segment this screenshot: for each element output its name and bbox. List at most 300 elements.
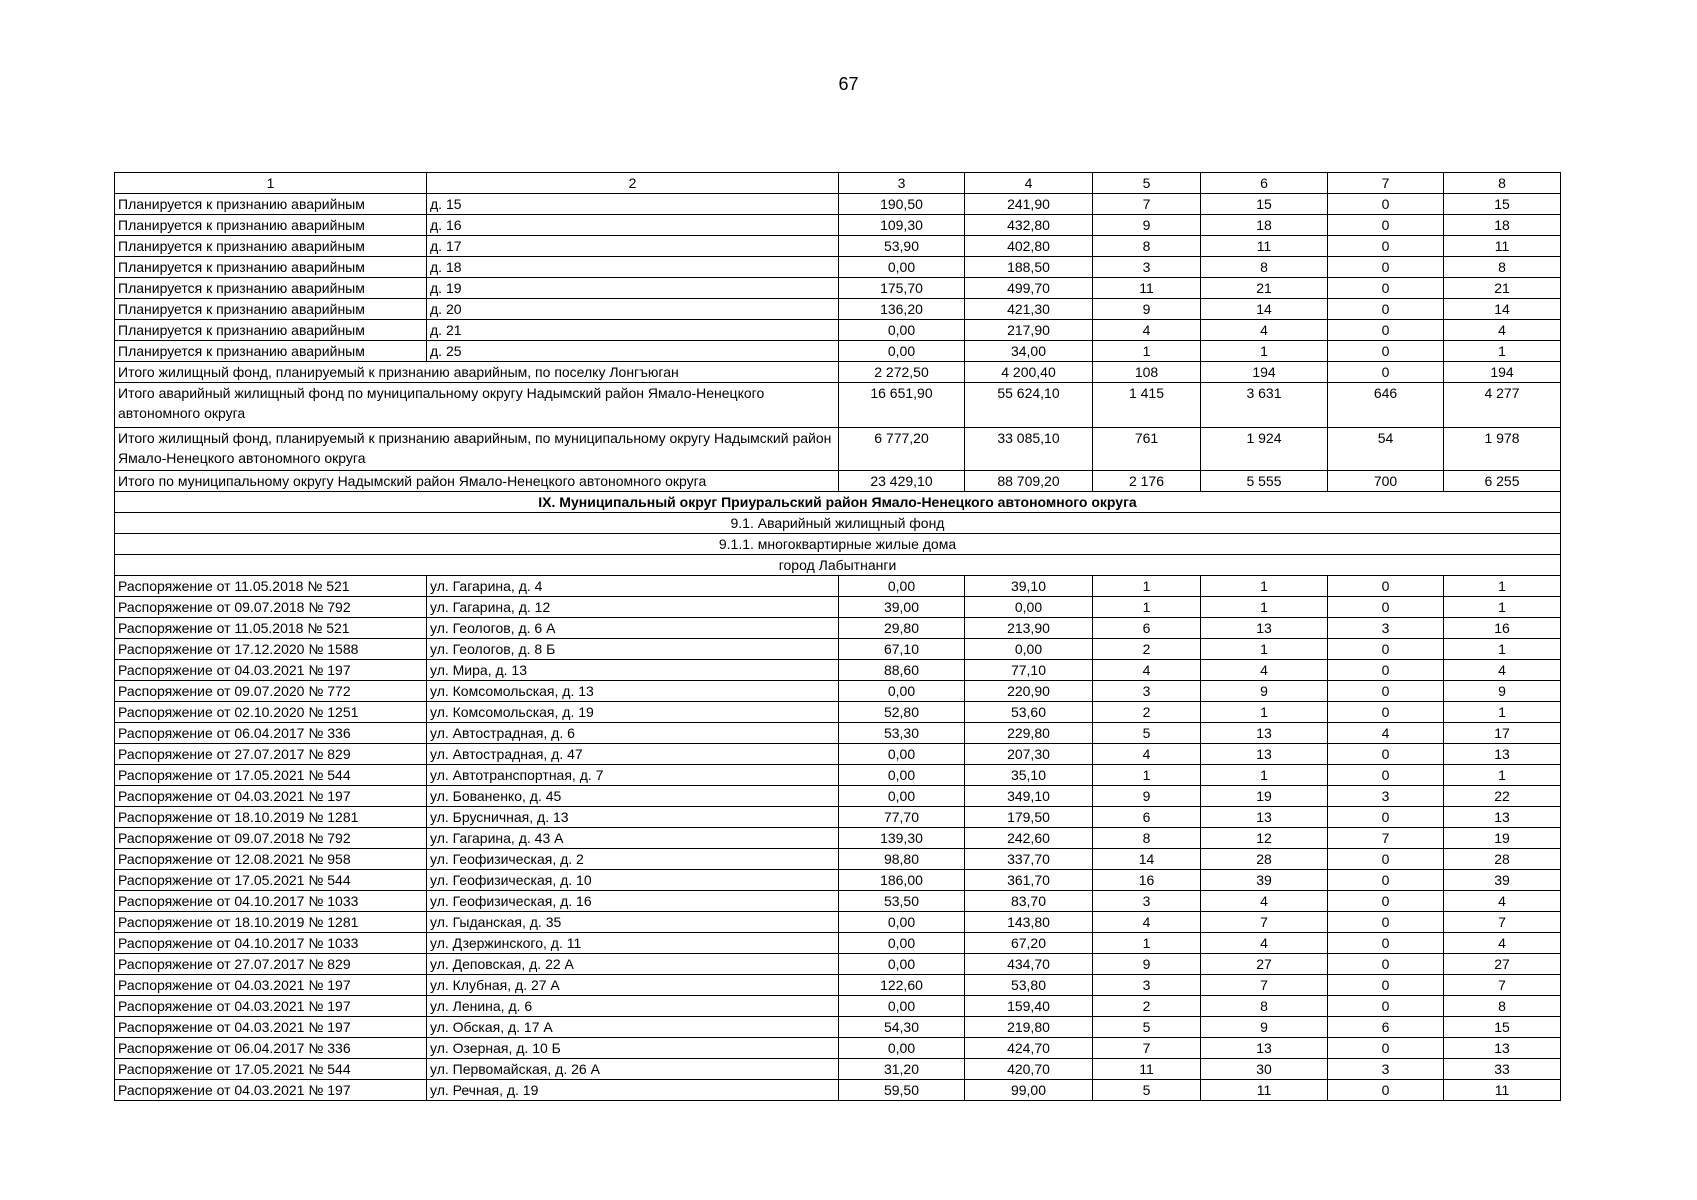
table-cell: 2: [1093, 702, 1201, 723]
table-row: [115, 618, 1561, 639]
table-cell: 15: [1444, 194, 1561, 215]
city-title: город Лабытнанги: [115, 555, 1561, 576]
table-cell: 1: [1093, 597, 1201, 618]
table-cell: 1: [1201, 639, 1328, 660]
table-cell: 0: [1328, 891, 1444, 912]
table-cell: 1: [1093, 765, 1201, 786]
table-cell: 179,50: [965, 807, 1093, 828]
table-cell: 77,10: [965, 660, 1093, 681]
table-cell: Распоряжение от 06.04.2017 № 336: [115, 723, 427, 744]
column-number: 8: [1444, 173, 1561, 194]
table-cell: 53,60: [965, 702, 1093, 723]
table-cell: Распоряжение от 06.04.2017 № 336: [115, 1038, 427, 1059]
table-cell: 2: [1093, 639, 1201, 660]
table-cell: 16: [1093, 870, 1201, 891]
table-cell: 54,30: [839, 1017, 965, 1038]
table-cell: 0: [1328, 807, 1444, 828]
table-cell: ул. Ленина, д. 6: [427, 996, 839, 1017]
table-cell: 22: [1444, 786, 1561, 807]
table-cell: ул. Брусничная, д. 13: [427, 807, 839, 828]
table-cell: 0: [1328, 278, 1444, 299]
column-number: 1: [115, 173, 427, 194]
table-cell: 7: [1093, 1038, 1201, 1059]
table-row: [115, 1059, 1561, 1080]
table-cell: 4: [1093, 912, 1201, 933]
table-cell: 186,00: [839, 870, 965, 891]
table-cell: 0: [1328, 870, 1444, 891]
table-cell: 12: [1201, 828, 1328, 849]
table-cell: Распоряжение от 17.05.2021 № 544: [115, 765, 427, 786]
section-title-row: [115, 492, 1561, 513]
table-cell: 4: [1093, 320, 1201, 341]
table-cell: 207,30: [965, 744, 1093, 765]
table-cell: 14: [1444, 299, 1561, 320]
total-value: 700: [1328, 471, 1444, 492]
table-cell: 4: [1444, 933, 1561, 954]
table-cell: 190,50: [839, 194, 965, 215]
table-cell: 0: [1328, 299, 1444, 320]
table-cell: ул. Автотранспортная, д. 7: [427, 765, 839, 786]
table-cell: 0,00: [839, 933, 965, 954]
table-cell: 1: [1201, 576, 1328, 597]
table-cell: 4: [1201, 933, 1328, 954]
table-cell: 6: [1093, 807, 1201, 828]
table-cell: 7: [1444, 975, 1561, 996]
total-row: [115, 428, 1561, 471]
table-cell: ул. Мира, д. 13: [427, 660, 839, 681]
table-cell: 0,00: [839, 765, 965, 786]
table-cell: 219,80: [965, 1017, 1093, 1038]
table-cell: 0: [1328, 215, 1444, 236]
table-cell: 434,70: [965, 954, 1093, 975]
table-cell: 1: [1093, 576, 1201, 597]
table-cell: 2: [1093, 996, 1201, 1017]
table-cell: 3: [1093, 681, 1201, 702]
table-cell: 337,70: [965, 849, 1093, 870]
table-cell: 213,90: [965, 618, 1093, 639]
column-number: 2: [427, 173, 839, 194]
table-cell: 18: [1444, 215, 1561, 236]
column-number: 7: [1328, 173, 1444, 194]
table-cell: 98,80: [839, 849, 965, 870]
table-cell: 242,60: [965, 828, 1093, 849]
table-cell: Распоряжение от 11.05.2018 № 521: [115, 618, 427, 639]
table-cell: ул. Бованенко, д. 45: [427, 786, 839, 807]
table-cell: ул. Клубная, д. 27 А: [427, 975, 839, 996]
table-row: [115, 320, 1561, 341]
table-row: [115, 278, 1561, 299]
total-value: 108: [1093, 362, 1201, 383]
table-cell: 9: [1201, 681, 1328, 702]
table-row: [115, 597, 1561, 618]
table-row: [115, 723, 1561, 744]
table-cell: 0: [1328, 639, 1444, 660]
table-cell: ул. Геологов, д. 8 Б: [427, 639, 839, 660]
table-cell: 0: [1328, 975, 1444, 996]
table-cell: 143,80: [965, 912, 1093, 933]
table-cell: 0: [1328, 849, 1444, 870]
table-cell: 14: [1201, 299, 1328, 320]
table-cell: 19: [1444, 828, 1561, 849]
table-row: [115, 1017, 1561, 1038]
table-cell: 9: [1093, 954, 1201, 975]
table-row: [115, 702, 1561, 723]
table-cell: 27: [1444, 954, 1561, 975]
table-row: [115, 954, 1561, 975]
table-cell: 13: [1444, 1038, 1561, 1059]
column-number: 4: [965, 173, 1093, 194]
total-value: 4 277: [1444, 383, 1561, 428]
total-value: 646: [1328, 383, 1444, 428]
table-cell: 9: [1093, 299, 1201, 320]
total-value: 2 272,50: [839, 362, 965, 383]
table-cell: 83,70: [965, 891, 1093, 912]
table-cell: 3: [1328, 786, 1444, 807]
table-cell: 33: [1444, 1059, 1561, 1080]
table-cell: 9: [1093, 215, 1201, 236]
table-cell: 13: [1201, 807, 1328, 828]
table-cell: 18: [1201, 215, 1328, 236]
total-label: Итого жилищный фонд, планируемый к признанию аварийным, по муниципальному округу Надымский район Ямало-Ненецкого автономного округа: [115, 428, 839, 471]
table-cell: 8: [1201, 996, 1328, 1017]
table-row: [115, 660, 1561, 681]
table-cell: Планируется к признанию аварийным: [115, 257, 427, 278]
table-cell: 53,80: [965, 975, 1093, 996]
table-cell: ул. Дзержинского, д. 11: [427, 933, 839, 954]
table-cell: 9: [1201, 1017, 1328, 1038]
table-cell: 53,50: [839, 891, 965, 912]
table-cell: 0: [1328, 1080, 1444, 1101]
table-cell: 361,70: [965, 870, 1093, 891]
table-cell: 39,00: [839, 597, 965, 618]
total-value: 54: [1328, 428, 1444, 471]
total-value: 1 978: [1444, 428, 1561, 471]
table-cell: 175,70: [839, 278, 965, 299]
table-cell: 188,50: [965, 257, 1093, 278]
table-cell: 9: [1093, 786, 1201, 807]
table-cell: 4: [1444, 660, 1561, 681]
table-cell: 0: [1328, 320, 1444, 341]
table-cell: 4: [1201, 320, 1328, 341]
table-cell: 59,50: [839, 1080, 965, 1101]
table-cell: 1: [1093, 933, 1201, 954]
table-cell: 1: [1201, 597, 1328, 618]
table-cell: Планируется к признанию аварийным: [115, 320, 427, 341]
total-value: 3 631: [1201, 383, 1328, 428]
table-cell: ул. Речная, д. 19: [427, 1080, 839, 1101]
table-cell: Распоряжение от 27.07.2017 № 829: [115, 744, 427, 765]
table-cell: Распоряжение от 11.05.2018 № 521: [115, 576, 427, 597]
table-cell: ул. Автострадная, д. 6: [427, 723, 839, 744]
table-cell: д. 15: [427, 194, 839, 215]
table-cell: 35,10: [965, 765, 1093, 786]
table-cell: 3: [1093, 975, 1201, 996]
table-cell: 52,80: [839, 702, 965, 723]
table-cell: 421,30: [965, 299, 1093, 320]
table-cell: Планируется к признанию аварийным: [115, 299, 427, 320]
table-row: [115, 1038, 1561, 1059]
total-value: 0: [1328, 362, 1444, 383]
table-cell: ул. Геологов, д. 6 А: [427, 618, 839, 639]
table-cell: 0,00: [965, 639, 1093, 660]
total-row: [115, 383, 1561, 428]
total-label: Итого жилищный фонд, планируемый к признанию аварийным, по поселку Лонгъюган: [115, 362, 839, 383]
table-cell: 30: [1201, 1059, 1328, 1080]
table-cell: 0: [1328, 236, 1444, 257]
total-value: 1 415: [1093, 383, 1201, 428]
table-cell: 8: [1201, 257, 1328, 278]
total-row: [115, 471, 1561, 492]
table-row: [115, 1080, 1561, 1101]
table-cell: 0,00: [839, 996, 965, 1017]
total-value: 16 651,90: [839, 383, 965, 428]
table-cell: 1: [1444, 765, 1561, 786]
table-cell: ул. Комсомольская, д. 13: [427, 681, 839, 702]
table-cell: 229,80: [965, 723, 1093, 744]
table-cell: 0,00: [965, 597, 1093, 618]
table-cell: 3: [1328, 1059, 1444, 1080]
table-cell: ул. Гыданская, д. 35: [427, 912, 839, 933]
table-cell: 0: [1328, 576, 1444, 597]
table-cell: 16: [1444, 618, 1561, 639]
table-row: [115, 341, 1561, 362]
table-cell: 122,60: [839, 975, 965, 996]
table-cell: 424,70: [965, 1038, 1093, 1059]
table-cell: ул. Гагарина, д. 43 А: [427, 828, 839, 849]
table-cell: 13: [1201, 1038, 1328, 1059]
total-value: 2 176: [1093, 471, 1201, 492]
table-cell: 13: [1444, 744, 1561, 765]
total-value: 4 200,40: [965, 362, 1093, 383]
table-cell: 14: [1093, 849, 1201, 870]
table-cell: 0: [1328, 702, 1444, 723]
table-cell: 13: [1201, 723, 1328, 744]
table-cell: 0,00: [839, 786, 965, 807]
table-cell: д. 21: [427, 320, 839, 341]
subsection-row: [115, 513, 1561, 534]
table-cell: 241,90: [965, 194, 1093, 215]
table-cell: 13: [1201, 744, 1328, 765]
table-cell: 0,00: [839, 576, 965, 597]
table-cell: Распоряжение от 04.03.2021 № 197: [115, 975, 427, 996]
table-cell: 0: [1328, 597, 1444, 618]
table-cell: 0,00: [839, 954, 965, 975]
table-row: [115, 975, 1561, 996]
table-cell: 432,80: [965, 215, 1093, 236]
table-cell: 1: [1444, 639, 1561, 660]
table-cell: 136,20: [839, 299, 965, 320]
table-cell: 8: [1444, 257, 1561, 278]
table-cell: 7: [1201, 912, 1328, 933]
table-cell: 17: [1444, 723, 1561, 744]
table-cell: 0,00: [839, 1038, 965, 1059]
table-cell: 4: [1093, 744, 1201, 765]
table-cell: 1: [1201, 702, 1328, 723]
table-cell: 4: [1201, 891, 1328, 912]
table-cell: 0: [1328, 954, 1444, 975]
table-cell: ул. Гагарина, д. 12: [427, 597, 839, 618]
total-value: 33 085,10: [965, 428, 1093, 471]
table-cell: Распоряжение от 09.07.2018 № 792: [115, 828, 427, 849]
table-cell: Распоряжение от 17.05.2021 № 544: [115, 1059, 427, 1080]
total-label: Итого по муниципальному округу Надымский район Ямало-Ненецкого автономного округа: [115, 471, 839, 492]
table-cell: 6: [1093, 618, 1201, 639]
table-cell: Распоряжение от 09.07.2018 № 792: [115, 597, 427, 618]
table-row: [115, 299, 1561, 320]
total-value: 6 777,20: [839, 428, 965, 471]
table-cell: 39: [1444, 870, 1561, 891]
table-cell: Распоряжение от 04.03.2021 № 197: [115, 660, 427, 681]
table-cell: ул. Первомайская, д. 26 А: [427, 1059, 839, 1080]
total-label: Итого аварийный жилищный фонд по муниципальному округу Надымский район Ямало-Ненецкого автономного округа: [115, 383, 839, 428]
table-cell: Распоряжение от 04.10.2017 № 1033: [115, 891, 427, 912]
table-row: [115, 744, 1561, 765]
table-cell: д. 17: [427, 236, 839, 257]
table-cell: 39,10: [965, 576, 1093, 597]
table-cell: 0: [1328, 912, 1444, 933]
table-cell: 11: [1444, 236, 1561, 257]
table-cell: 29,80: [839, 618, 965, 639]
column-number: 3: [839, 173, 965, 194]
total-value: 761: [1093, 428, 1201, 471]
table-row: [115, 933, 1561, 954]
table-cell: Планируется к признанию аварийным: [115, 278, 427, 299]
table-cell: 499,70: [965, 278, 1093, 299]
table-cell: 28: [1201, 849, 1328, 870]
table-cell: 21: [1201, 278, 1328, 299]
table-cell: 139,30: [839, 828, 965, 849]
table-cell: 109,30: [839, 215, 965, 236]
table-row: [115, 849, 1561, 870]
total-value: 5 555: [1201, 471, 1328, 492]
table-cell: 13: [1201, 618, 1328, 639]
table-cell: 67,10: [839, 639, 965, 660]
column-number: 6: [1201, 173, 1328, 194]
table-cell: Распоряжение от 02.10.2020 № 1251: [115, 702, 427, 723]
table-cell: 11: [1444, 1080, 1561, 1101]
table-cell: 4: [1444, 320, 1561, 341]
table-cell: 53,30: [839, 723, 965, 744]
table-cell: 159,40: [965, 996, 1093, 1017]
city-row: [115, 555, 1561, 576]
table-row: [115, 786, 1561, 807]
table-cell: 0: [1328, 660, 1444, 681]
table-cell: 5: [1093, 1017, 1201, 1038]
table-cell: 34,00: [965, 341, 1093, 362]
table-cell: 0,00: [839, 912, 965, 933]
table-cell: 1: [1201, 341, 1328, 362]
table-row: [115, 912, 1561, 933]
table-cell: 7: [1201, 975, 1328, 996]
table-cell: 0: [1328, 194, 1444, 215]
table-cell: д. 18: [427, 257, 839, 278]
table-cell: Распоряжение от 04.10.2017 № 1033: [115, 933, 427, 954]
table-cell: 11: [1093, 1059, 1201, 1080]
table-cell: Распоряжение от 18.10.2019 № 1281: [115, 807, 427, 828]
table-cell: д. 25: [427, 341, 839, 362]
table-cell: 9: [1444, 681, 1561, 702]
section-title: IX. Муниципальный округ Приуральский район Ямало-Ненецкого автономного округа: [115, 492, 1561, 513]
total-value: 23 429,10: [839, 471, 965, 492]
table-cell: 1: [1444, 597, 1561, 618]
table-cell: 11: [1201, 236, 1328, 257]
table-cell: 15: [1201, 194, 1328, 215]
table-cell: 220,90: [965, 681, 1093, 702]
table-cell: Планируется к признанию аварийным: [115, 236, 427, 257]
table-row: [115, 576, 1561, 597]
table-cell: 0: [1328, 996, 1444, 1017]
table-cell: 0,00: [839, 257, 965, 278]
table-cell: 402,80: [965, 236, 1093, 257]
table-cell: Распоряжение от 12.08.2021 № 958: [115, 849, 427, 870]
table-cell: Распоряжение от 18.10.2019 № 1281: [115, 912, 427, 933]
table-cell: Распоряжение от 27.07.2017 № 829: [115, 954, 427, 975]
table-cell: 7: [1093, 194, 1201, 215]
page-number: 67: [838, 74, 859, 94]
table-cell: 53,90: [839, 236, 965, 257]
table-cell: 8: [1444, 996, 1561, 1017]
table-cell: 420,70: [965, 1059, 1093, 1080]
table-cell: 11: [1093, 278, 1201, 299]
table-cell: 0,00: [839, 320, 965, 341]
table-cell: ул. Деповская, д. 22 А: [427, 954, 839, 975]
table-cell: 1: [1444, 576, 1561, 597]
table-cell: 8: [1093, 236, 1201, 257]
table-cell: д. 20: [427, 299, 839, 320]
table-row: [115, 870, 1561, 891]
table-row: [115, 996, 1561, 1017]
table-cell: 4: [1328, 723, 1444, 744]
table-cell: 0: [1328, 765, 1444, 786]
table-cell: 0: [1328, 681, 1444, 702]
table-cell: ул. Обская, д. 17 А: [427, 1017, 839, 1038]
table-cell: 6: [1328, 1017, 1444, 1038]
table-cell: 0,00: [839, 341, 965, 362]
table-cell: ул. Автострадная, д. 47: [427, 744, 839, 765]
table-cell: Распоряжение от 04.03.2021 № 197: [115, 1080, 427, 1101]
table-cell: 1: [1093, 341, 1201, 362]
total-value: 6 255: [1444, 471, 1561, 492]
subsection-row: [115, 534, 1561, 555]
total-value: 194: [1201, 362, 1328, 383]
table-cell: 1: [1201, 765, 1328, 786]
table-cell: Планируется к признанию аварийным: [115, 194, 427, 215]
table-cell: 5: [1093, 1080, 1201, 1101]
table-cell: 0: [1328, 744, 1444, 765]
table-cell: Планируется к признанию аварийным: [115, 215, 427, 236]
table-cell: 7: [1444, 912, 1561, 933]
table-cell: Распоряжение от 04.03.2021 № 197: [115, 786, 427, 807]
table-cell: 0: [1328, 257, 1444, 278]
table-cell: ул. Комсомольская, д. 19: [427, 702, 839, 723]
table-cell: 7: [1328, 828, 1444, 849]
table-cell: 4: [1201, 660, 1328, 681]
table-cell: ул. Геофизическая, д. 2: [427, 849, 839, 870]
table-cell: ул. Геофизическая, д. 10: [427, 870, 839, 891]
table-cell: 1: [1444, 702, 1561, 723]
table-cell: 0,00: [839, 681, 965, 702]
total-row: [115, 362, 1561, 383]
column-number: 5: [1093, 173, 1201, 194]
table-row: [115, 194, 1561, 215]
table-cell: 21: [1444, 278, 1561, 299]
table-row: [115, 765, 1561, 786]
table-cell: 3: [1093, 257, 1201, 278]
table-cell: 217,90: [965, 320, 1093, 341]
table-cell: 3: [1328, 618, 1444, 639]
table-cell: Планируется к признанию аварийным: [115, 341, 427, 362]
total-value: 194: [1444, 362, 1561, 383]
